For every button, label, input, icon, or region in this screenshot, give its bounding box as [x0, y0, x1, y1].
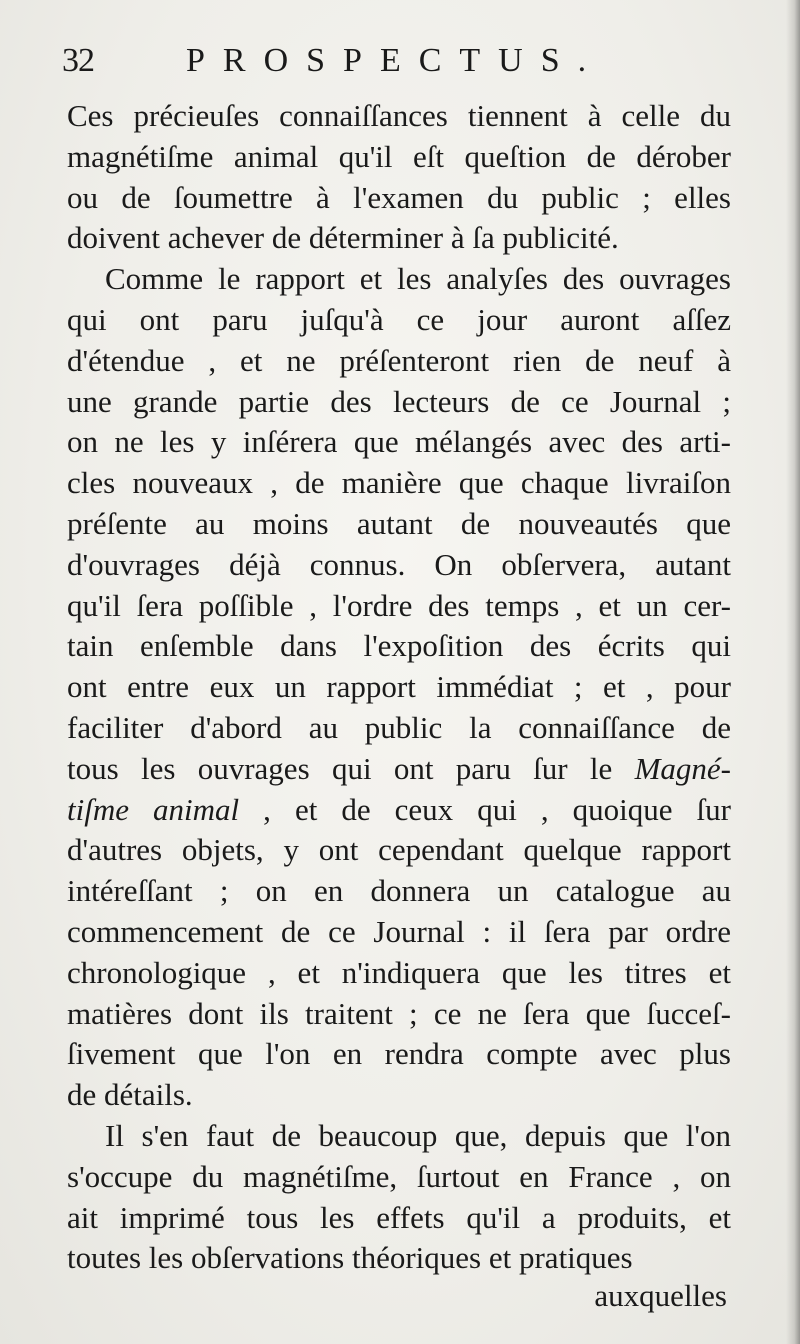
text-line: doivent achever de déterminer à ſa publicité. — [67, 220, 619, 256]
text-line: toutes les obſervations théoriques et pratiques — [67, 1240, 633, 1276]
text-line: une grande partie des lecteurs de ce Journal ; — [67, 383, 731, 419]
running-title: PROSPECTUS. — [186, 42, 605, 79]
text-line: intéreſſant ; on en donnera un catalogue au — [67, 873, 731, 909]
text-line: Comme le rapport et les analyſes des ouvrages — [105, 261, 731, 297]
text-line: ont entre eux un rapport immédiat ; et , pour — [67, 669, 731, 705]
text-line: d'ouvrages déjà connus. On obſervera, autant — [67, 546, 731, 582]
catchword: auxquelles — [594, 1278, 727, 1313]
text-line: tous les ouvrages qui ont paru ſur le Magné- — [67, 750, 731, 786]
text-line: commencement de ce Journal : il ſera par ordre — [67, 913, 731, 949]
text-line: Il s'en faut de beaucoup que, depuis que l'on — [105, 1117, 731, 1153]
text-line: faciliter d'abord au public la connaiſſance de — [67, 709, 731, 745]
text-line: ou de ſoumettre à l'examen du public ; elles — [67, 179, 731, 215]
paragraph — [67, 259, 731, 1116]
text-line: qu'il ſera poſſible , l'ordre des temps , et un cer- — [67, 587, 731, 623]
body-text — [67, 96, 731, 1279]
page-edge-shadow — [786, 0, 800, 1344]
text-line: chronologique , et n'indiquera que les titres et — [67, 954, 731, 990]
text-line: d'autres objets, y ont cependant quelque rapport — [67, 832, 731, 868]
text-line: matières dont ils traitent ; ce ne ſera que ſucceſ- — [67, 995, 731, 1031]
text-line: magnétiſme animal qu'il eſt queſtion de dérober — [67, 138, 731, 174]
text-line: Ces précieuſes connaiſſances tiennent à celle du — [67, 98, 731, 133]
text-line: de détails. — [67, 1077, 193, 1113]
text-line: ait imprimé tous les effets qu'il a produits, et — [67, 1199, 731, 1235]
paragraph — [67, 96, 731, 259]
page-header — [62, 42, 742, 92]
text-line: ſivement que l'on en rendra compte avec plus — [67, 1036, 731, 1072]
paragraph — [67, 1116, 731, 1279]
page-number: 32 — [62, 42, 94, 79]
text-line: cles nouveaux , de manière que chaque livraiſon — [67, 465, 731, 501]
text-line: préſente au moins autant de nouveautés que — [67, 505, 731, 541]
text-line: d'étendue , et ne préſenteront rien de neuf à — [67, 342, 731, 378]
text-line: tain enſemble dans l'expoſition des écrits qui — [67, 628, 731, 664]
text-line: qui ont paru juſqu'à ce jour auront aſſez — [67, 301, 731, 337]
text-line: on ne les y inſérera que mélangés avec des arti- — [67, 424, 731, 460]
text-line: s'occupe du magnétiſme, ſurtout en France , on — [67, 1158, 731, 1194]
text-line: tiſme animal , et de ceux qui , quoique ſur — [67, 791, 731, 827]
